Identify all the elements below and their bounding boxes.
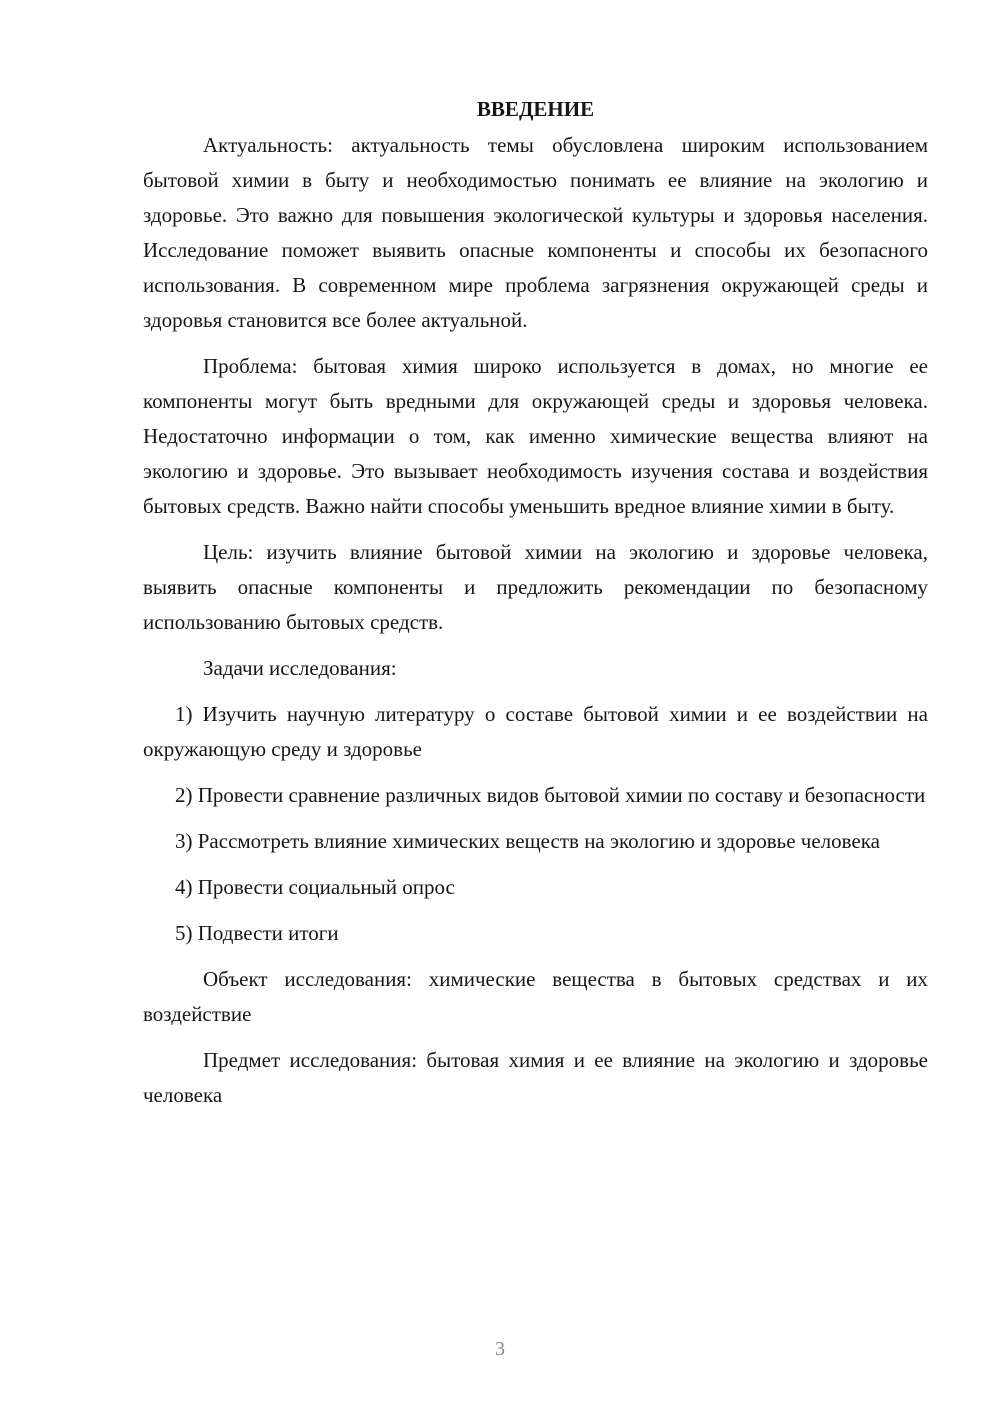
page-content [143,92,928,1124]
relevance-paragraph: Актуальность: актуальность темы обусловлена широким использованием бытовой химии в быту и необходимостью понимать ее влияние на экологию и здоровье. Это важно для повышения экологической культуры и здоровья населения. Исследование поможет выявить опасные компоненты и способы их безопасного использования. В современном мире проблема загрязнения окружающей среды и здоровья становится все более актуальной. [143,133,928,332]
page-number: 3 [495,1338,505,1360]
tasks-heading: Задачи исследования: [203,656,397,680]
subject-paragraph: Предмет исследования: бытовая химия и ее влияние на экологию и здоровье человека [143,1048,928,1107]
task-item: 2) Провести сравнение различных видов бытовой химии по составу и безопасности [175,783,926,807]
task-item: 5) Подвести итоги [175,921,339,945]
object-paragraph: Объект исследования: химические вещества в бытовых средствах и их воздействие [143,967,928,1026]
goal-paragraph: Цель: изучить влияние бытовой химии на экологию и здоровье человека, выявить опасные компоненты и предложить рекомендации по безопасному использованию бытовых средств. [143,540,928,634]
task-item: 3) Рассмотреть влияние химических веществ на экологию и здоровье человека [175,829,880,853]
page-title: ВВЕДЕНИЕ [476,97,595,121]
task-item: 1) Изучить научную литературу о составе бытовой химии и ее воздействии на окружающую среду и здоровье [143,702,928,761]
task-item: 4) Провести социальный опрос [175,875,455,899]
problem-paragraph: Проблема: бытовая химия широко используется в домах, но многие ее компоненты могут быть вредными для окружающей среды и здоровья человека. Недостаточно информации о том, как именно химические вещества влияют на экологию и здоровье. Это вызывает необходимость изучения состава и воздействия бытовых средств. Важно найти способы уменьшить вредное влияние химии в быту. [143,354,928,518]
